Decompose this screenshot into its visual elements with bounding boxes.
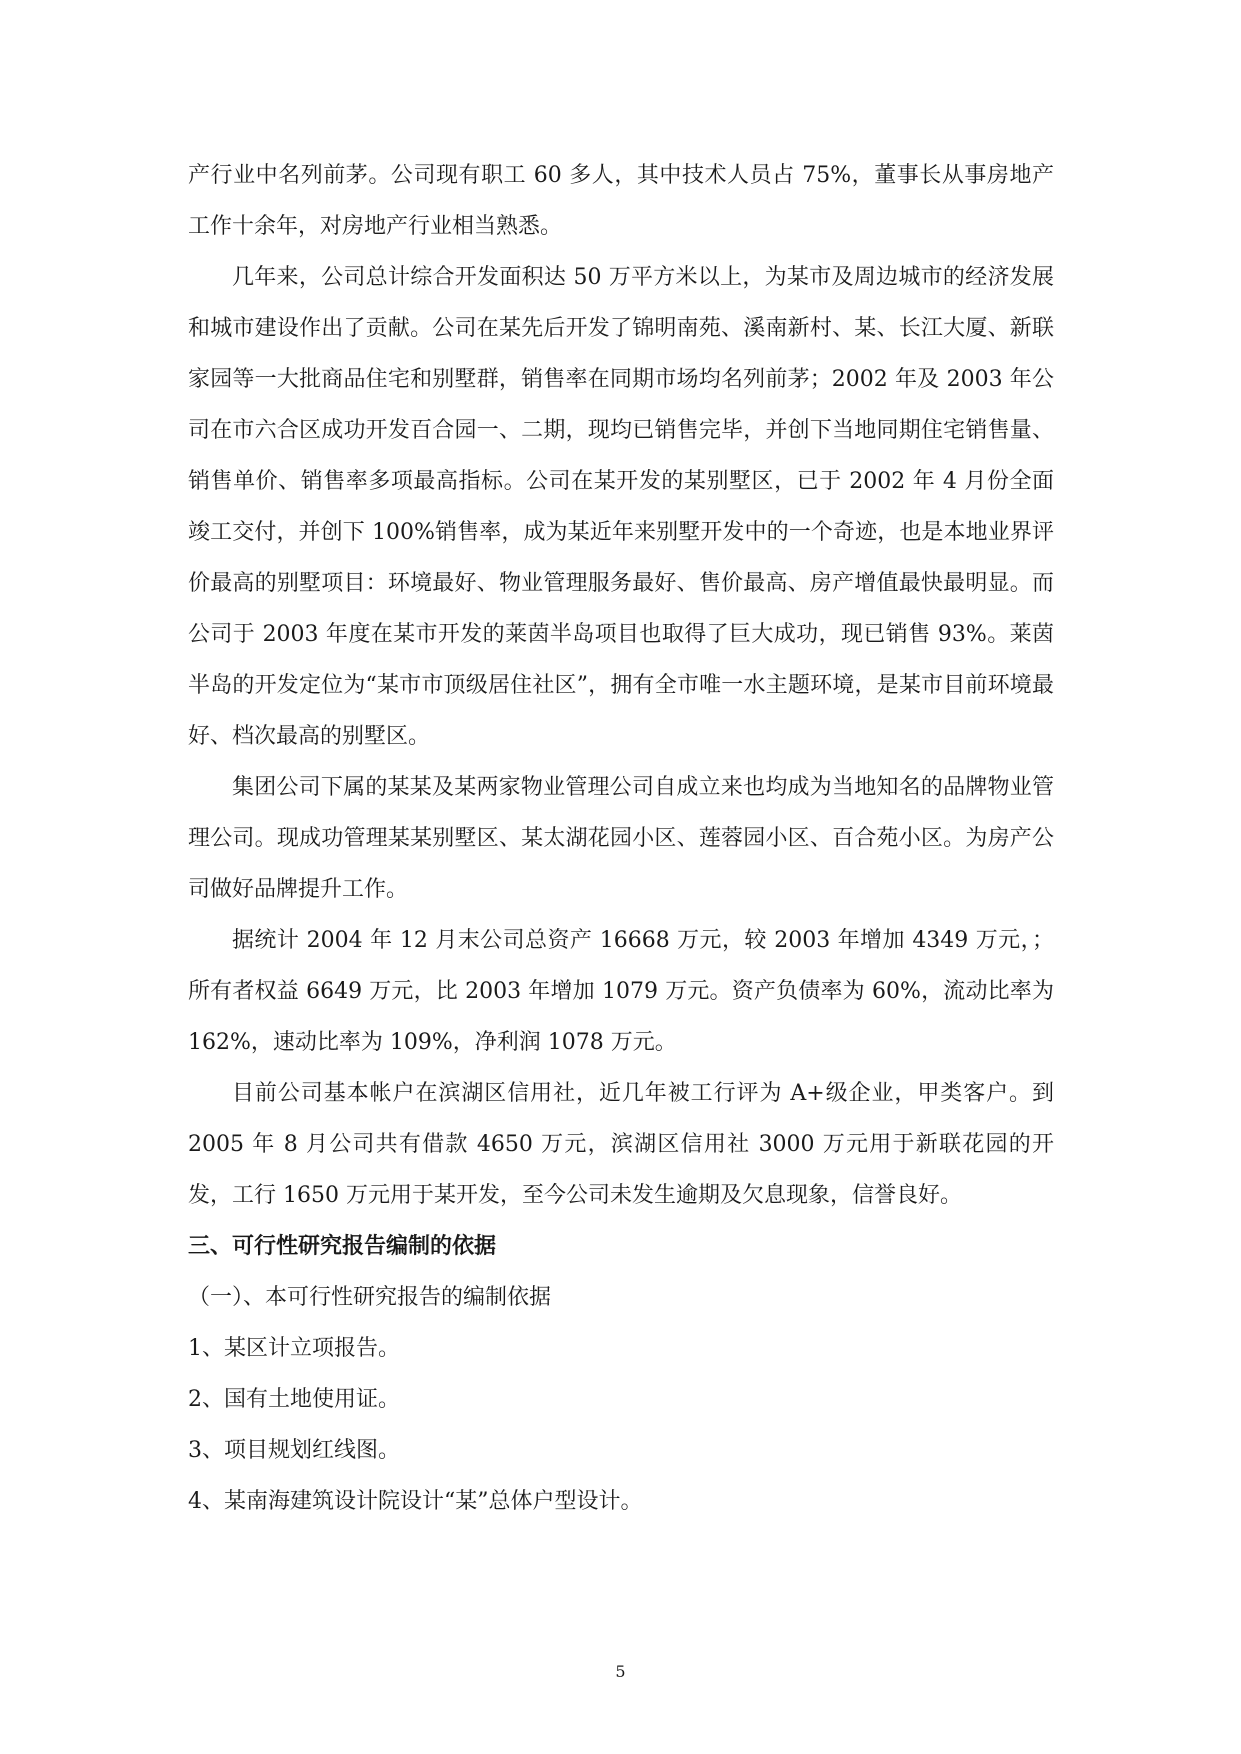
paragraph-property-management: 集团公司下属的某某及某两家物业管理公司自成立来也均成为当地知名的品牌物业管理公司。现成功管理某某别墅区、某太湖花园小区、莲蓉园小区、百合苑小区。为房产公司做好品牌提升工作。	[188, 775, 1054, 902]
page-body	[188, 150, 1054, 1527]
list-item: 4、某南海建筑设计院设计“某”总体户型设计。	[188, 1489, 643, 1514]
page-number: 5	[615, 1662, 626, 1681]
list-item: 3、项目规划红线图。	[188, 1438, 400, 1463]
paragraph-company-staff: 产行业中名列前茅。公司现有职工 60 多人，其中技术人员占 75%，董事长从事房地产工作十余年，对房地产行业相当熟悉。	[188, 163, 1054, 239]
paragraph-financial-statistics: 据统计 2004 年 12 月末公司总资产 16668 万元，较 2003 年增加 4349 万元，；所有者权益 6649 万元，比 2003 年增加 1079 万元。资产负债率为 60%，流动比率为 162%，速动比率为 109%，净利润 1078 万元。	[188, 928, 1054, 1055]
paragraph-credit-status: 目前公司基本帐户在滨湖区信用社，近几年被工行评为 A+级企业，甲类客户。到 2005 年 8 月公司共有借款 4650 万元，滨湖区信用社 3000 万元用于新联花园的开发，工行 1650 万元用于某开发，至今公司未发生逾期及欠息现象，信誉良好。	[188, 1081, 1054, 1208]
section-heading: 三、可行性研究报告编制的依据	[188, 1233, 497, 1259]
list-item: 1、某区计立项报告。	[188, 1336, 400, 1361]
section-subheading: （一）、本可行性研究报告的编制依据	[188, 1285, 552, 1310]
list-item: 2、国有土地使用证。	[188, 1387, 400, 1412]
paragraph-development-history: 几年来，公司总计综合开发面积达 50 万平方米以上，为某市及周边城市的经济发展和城市建设作出了贡献。公司在某先后开发了锦明南苑、溪南新村、某、长江大厦、新联家园等一大批商品住宅和别墅群，销售率在同期市场均名列前茅；2002 年及 2003 年公司在市六合区成功开发百合园一、二期，现均已销售完毕，并创下当地同期住宅销售量、销售单价、销售率多项最高指标。公司在某开发的某别墅区，已于 2002 年 4 月份全面竣工交付，并创下 100%销售率，成为某近年来别墅开发中的一个奇迹，也是本地业界评价最高的别墅项目：环境最好、物业管理服务最好、售价最高、房产增值最快最明显。而公司于 2003 年度在某市开发的莱茵半岛项目也取得了巨大成功，现已销售 93%。莱茵半岛的开发定位为“某市市顶级居住社区”，拥有全市唯一水主题环境，是某市目前环境最好、档次最高的别墅区。	[188, 265, 1054, 749]
